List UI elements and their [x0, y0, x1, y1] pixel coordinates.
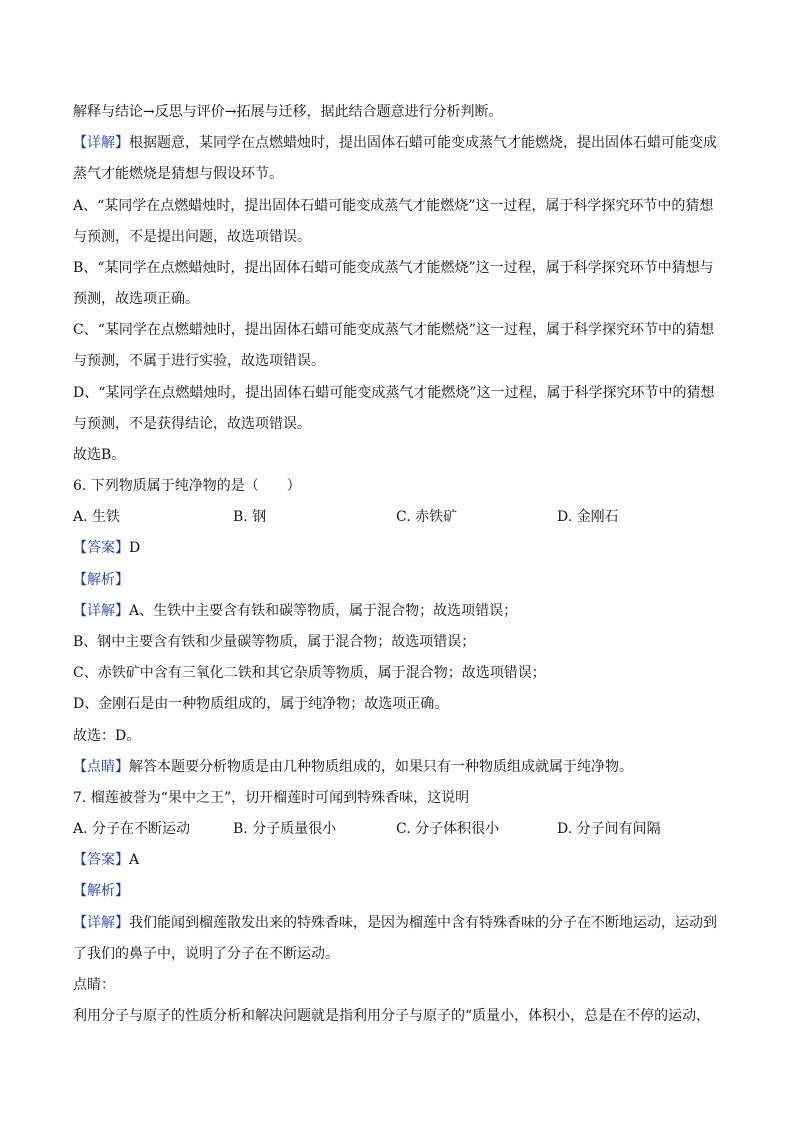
text-line: 点睛：	[73, 977, 115, 993]
detail-text: 我们能闻到榴莲散发出来的特殊香味，是因为榴莲中含有特殊香味的分子在不断地运动，运动到	[129, 915, 717, 931]
note-text: 解答本题要分析物质是由几种物质组成的，如果只有一种物质组成就属于纯净物。	[129, 759, 633, 775]
q6-option-a: A. 生铁	[73, 509, 121, 525]
q6-option-c: C. 赤铁矿	[396, 509, 458, 525]
text-line: 预测，故选项正确。	[73, 291, 199, 307]
text-line: 蒸气才能燃烧是猜想与假设环节。	[73, 166, 283, 182]
answer-tag: 【答案】	[73, 540, 129, 556]
text-line: 解释与结论→反思与评价→拓展与迁移，据此结合题意进行分析判断。	[73, 104, 503, 120]
note-tag: 【点睛】	[73, 759, 129, 775]
detail-tag: 【详解】	[73, 603, 129, 619]
answer-line	[73, 538, 733, 558]
detail-paragraph-line	[73, 913, 733, 933]
text-line: 了我们的鼻子中，说明了分子在不断运动。	[73, 946, 339, 962]
text-line: D、“某同学在点燃蜡烛时，提出固体石蜡可能变成蒸气才能燃烧”这一过程，属于科学探究环节中的猜想	[73, 385, 715, 401]
detail-paragraph-line	[73, 601, 733, 621]
q7-option-c: C. 分子体积很小	[396, 821, 500, 837]
question-6: 6. 下列物质属于纯净物的是（ ）	[73, 478, 301, 494]
note-line	[73, 757, 733, 777]
answer-line	[73, 850, 733, 870]
text-line: 故选：D。	[73, 728, 141, 744]
detail-text: A、生铁中主要含有铁和碳等物质，属于混合物；故选项错误；	[129, 603, 518, 619]
text-line: C、赤铁矿中含有三氧化二铁和其它杂质等物质，属于混合物；故选项错误；	[73, 665, 546, 681]
detail-tag: 【详解】	[73, 135, 129, 151]
text-line: 与预测，不属于进行实验，故选项错误。	[73, 353, 325, 369]
text-line: 利用分子与原子的性质分析和解决问题就是指利用分子与原子的“质量小，体积小，总是在不停的运动，	[73, 1008, 711, 1024]
q7-option-d: D. 分子间有间隔	[557, 821, 661, 837]
q6-option-b: B. 钢	[233, 509, 267, 525]
analysis-tag: 【解析】	[73, 572, 129, 588]
analysis-tag: 【解析】	[73, 883, 129, 899]
text-line: B、钢中主要含有铁和少量碳等物质，属于混合物；故选项错误；	[73, 634, 476, 650]
detail-tag: 【详解】	[73, 915, 129, 931]
q7-option-b: B. 分子质量很小	[233, 821, 337, 837]
text-line: B、“某同学在点燃蜡烛时，提出固体石蜡可能变成蒸气才能燃烧”这一过程，属于科学探究环节中猜想与	[73, 260, 714, 276]
detail-paragraph-line	[73, 133, 733, 153]
text-line: D、金刚石是由一种物质组成的，属于纯净物；故选项正确。	[73, 696, 449, 712]
question-7: 7. 榴莲被誉为“果中之王”，切开榴莲时可闻到特殊香味，这说明	[73, 790, 470, 806]
text-line: 与预测，不是提出问题，故选项错误。	[73, 229, 311, 245]
answer-value: A	[129, 852, 140, 868]
q7-option-a: A. 分子在不断运动	[73, 821, 191, 837]
text-line: 故选B。	[73, 447, 126, 463]
answer-value: D	[129, 540, 141, 556]
detail-text: 根据题意，某同学在点燃蜡烛时，提出固体石蜡可能变成蒸气才能燃烧，提出固体石蜡可能变成	[129, 135, 717, 151]
text-line: 与预测，不是获得结论，故选项错误。	[73, 416, 311, 432]
q6-option-d: D. 金刚石	[557, 509, 619, 525]
text-line: A、“某同学在点燃蜡烛时，提出固体石蜡可能变成蒸气才能燃烧”这一过程，属于科学探究环节中的猜想	[73, 198, 714, 214]
text-line: C、“某同学在点燃蜡烛时，提出固体石蜡可能变成蒸气才能燃烧”这一过程，属于科学探究环节中的猜想	[73, 322, 715, 338]
answer-tag: 【答案】	[73, 852, 129, 868]
